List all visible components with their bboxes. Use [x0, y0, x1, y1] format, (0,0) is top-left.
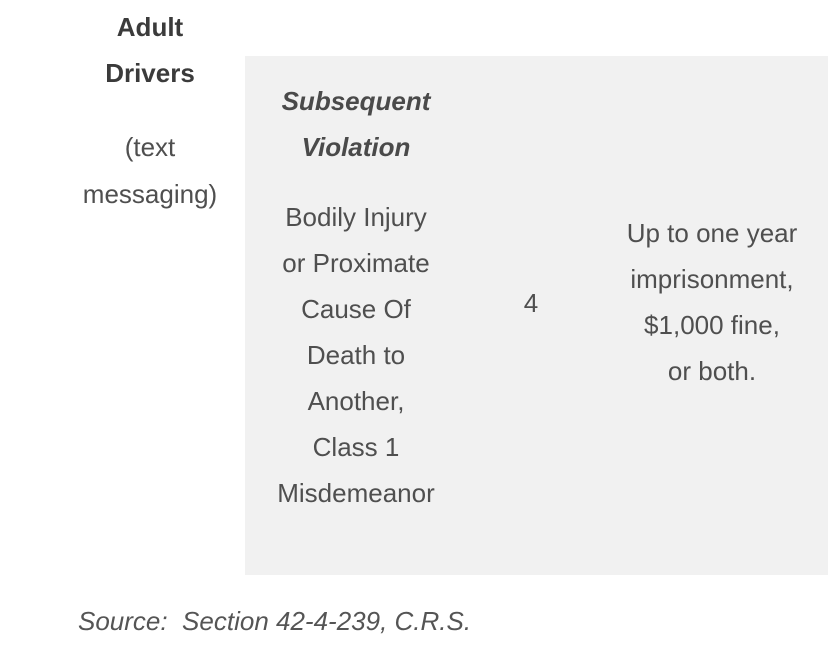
- offense-desc-line: Class 1: [312, 432, 400, 462]
- points-cell: 4: [523, 288, 539, 318]
- offense-title-line: Subsequent: [281, 86, 431, 116]
- offense-heading: [258, 78, 454, 170]
- offense-desc-line: or Proximate: [282, 248, 430, 278]
- offense-description: [258, 194, 454, 516]
- driver-note-line: messaging): [82, 179, 218, 209]
- penalty-cell: [600, 210, 824, 394]
- driver-category-cell: [62, 4, 238, 218]
- offense-desc-line: Cause Of: [301, 294, 411, 324]
- penalty-line: imprisonment,: [630, 264, 794, 294]
- driver-title-line: Adult: [116, 12, 184, 42]
- offense-desc-line: Bodily Injury: [285, 202, 427, 232]
- offense-title-line: Violation: [301, 132, 411, 162]
- offense-desc-line: Death to: [306, 340, 406, 370]
- driver-note-line: (text: [124, 132, 176, 162]
- source-citation: Source: Section 42-4-239, C.R.S.: [78, 606, 472, 636]
- penalty-line: or both.: [667, 356, 757, 386]
- driver-title-line: Drivers: [105, 58, 195, 88]
- penalty-line: $1,000 fine,: [644, 310, 780, 340]
- offense-desc-line: Misdemeanor: [277, 478, 435, 508]
- offense-cell: [258, 78, 454, 516]
- offense-desc-line: Another,: [307, 386, 405, 416]
- driver-category-note: [62, 124, 238, 218]
- penalty-line: Up to one year: [626, 218, 798, 248]
- driver-category-heading: [62, 4, 238, 96]
